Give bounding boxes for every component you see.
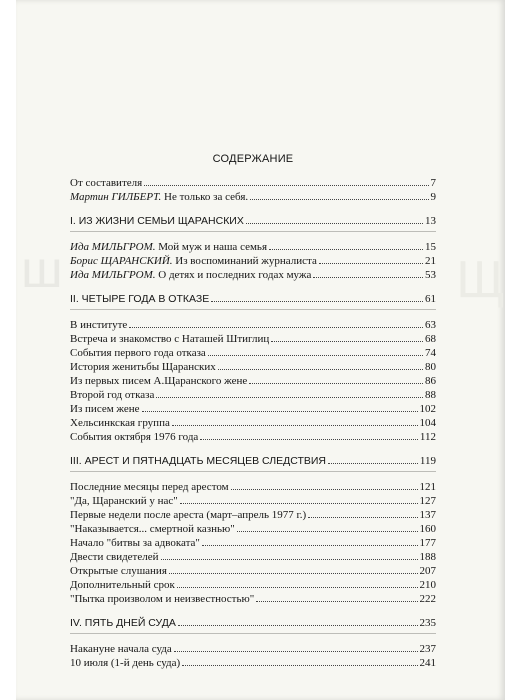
entry-title	[70, 402, 140, 416]
group-spacer	[70, 204, 436, 210]
leader-dots	[231, 488, 418, 490]
leader-dots	[313, 276, 423, 278]
toc-entry[interactable]	[70, 374, 436, 388]
toc-entry[interactable]	[70, 240, 436, 254]
entry-page-number: 86	[425, 375, 436, 387]
entry-title-text: Двести свидетелей	[70, 551, 159, 563]
toc-entry[interactable]	[70, 388, 436, 402]
leader-dots	[161, 558, 418, 560]
entry-title	[70, 176, 142, 190]
toc-entry[interactable]	[70, 480, 436, 494]
entry-title	[70, 550, 159, 564]
entry-page-number: 121	[419, 481, 436, 493]
entry-title	[70, 346, 206, 360]
entry-title-text: Хельсинкская группа	[70, 417, 170, 429]
leader-dots	[142, 410, 418, 412]
entry-page-number: 102	[419, 403, 436, 415]
entry-title	[70, 656, 180, 670]
entry-title	[70, 416, 170, 430]
entry-page-number: 68	[425, 333, 436, 345]
leader-dots	[174, 650, 418, 652]
leader-dots	[237, 530, 418, 532]
leader-dots	[269, 248, 423, 250]
toc-entry[interactable]	[70, 360, 436, 374]
leader-dots	[246, 222, 423, 224]
leader-dots	[144, 184, 428, 186]
entry-title-text: Открытые слушания	[70, 565, 167, 577]
entry-title	[70, 564, 167, 578]
leader-dots	[271, 340, 423, 342]
group-spacer	[70, 670, 436, 676]
section-page-number: 119	[419, 455, 436, 467]
leader-dots	[250, 198, 428, 200]
section-page-number: 235	[419, 617, 436, 629]
toc-entry[interactable]	[70, 416, 436, 430]
toc-entry[interactable]	[70, 508, 436, 522]
entry-title-text: "Наказывается... смертной казнью"	[70, 523, 235, 535]
entry-title	[70, 578, 175, 592]
entry-page-number: 53	[425, 269, 436, 281]
entry-title	[70, 494, 178, 508]
leader-dots	[182, 664, 417, 666]
toc-entry[interactable]	[70, 318, 436, 332]
leader-dots	[208, 354, 423, 356]
entry-title	[70, 642, 172, 656]
entry-title	[70, 240, 267, 254]
entry-title	[70, 480, 229, 494]
toc-body	[70, 176, 436, 676]
leader-dots	[256, 600, 417, 602]
entry-page-number: 127	[419, 495, 436, 507]
entry-title-text: Из воспоминаний журналиста	[172, 255, 317, 267]
entry-title	[70, 592, 254, 606]
entry-title-text: 10 июля (1-й день суда)	[70, 657, 181, 669]
entry-page-number: 21	[425, 255, 436, 267]
toc-section-row[interactable]	[70, 616, 436, 634]
toc-entry[interactable]	[70, 592, 436, 606]
leader-dots	[308, 516, 417, 518]
leader-dots	[200, 438, 418, 440]
toc-entry[interactable]	[70, 550, 436, 564]
entry-page-number: 104	[419, 417, 436, 429]
toc-section-row[interactable]	[70, 292, 436, 310]
entry-title	[70, 374, 247, 388]
entry-page-number: 88	[425, 389, 436, 401]
entry-page-number: 188	[419, 551, 436, 563]
leader-dots	[177, 586, 418, 588]
entry-title	[70, 360, 216, 374]
toc-entry[interactable]	[70, 564, 436, 578]
toc-entry[interactable]	[70, 402, 436, 416]
entry-author: Ида МИЛЬГРОМ.	[70, 241, 156, 253]
toc-entry[interactable]	[70, 656, 436, 670]
entry-title	[70, 332, 269, 346]
bleed-through-mark: ш	[21, 241, 63, 299]
entry-title	[70, 190, 248, 204]
entry-title	[70, 536, 200, 550]
group-spacer	[70, 606, 436, 612]
entry-title-text: В институте	[70, 319, 128, 331]
leader-dots	[180, 502, 418, 504]
entry-title-text: О детях и последних годах мужа	[155, 269, 312, 281]
entry-title-text: "Пытка произволом и неизвестностью"	[70, 593, 255, 605]
entry-title	[70, 318, 127, 332]
group-spacer	[70, 444, 436, 450]
entry-page-number: 137	[419, 509, 436, 521]
leader-dots	[156, 396, 423, 398]
entry-title	[70, 254, 317, 268]
toc-section-row[interactable]	[70, 454, 436, 472]
entry-page-number: 207	[419, 565, 436, 577]
entry-title	[70, 430, 198, 444]
entry-page-number: 112	[419, 431, 436, 443]
entry-title-text: Из первых писем А.Щаранского жене	[70, 375, 248, 387]
entry-title-text: Дополнительный срок	[70, 579, 175, 591]
toc-section-row[interactable]	[70, 214, 436, 232]
entry-page-number: 237	[419, 643, 436, 655]
section-page-number: 13	[425, 215, 436, 227]
toc-entry[interactable]	[70, 494, 436, 508]
entry-title-text: Не только за себя.	[161, 191, 249, 203]
section-page-number: 61	[425, 293, 436, 305]
leader-dots	[129, 326, 423, 328]
entry-title-text: События октября 1976 года	[70, 431, 199, 443]
entry-title	[70, 388, 154, 402]
entry-author: Борис ЩАРАНСКИЙ.	[70, 255, 173, 267]
entry-page-number: 222	[419, 593, 436, 605]
entry-title	[70, 522, 235, 536]
entry-title-text: Мой муж и наша семья	[155, 241, 268, 253]
toc-entry[interactable]	[70, 332, 436, 346]
toc-title: СОДЕРЖАНИЕ	[212, 153, 294, 165]
toc-entry[interactable]	[70, 176, 436, 190]
entry-title-text: Встреча и знакомство с Наташей Штиглиц	[70, 333, 270, 345]
entry-title-text: Последние месяцы перед арестом	[70, 481, 229, 493]
section-title: IV. ПЯТЬ ДНЕЙ СУДА	[70, 617, 176, 629]
entry-title-text: Из писем жене	[70, 403, 140, 415]
leader-dots	[169, 572, 418, 574]
section-title: I. ИЗ ЖИЗНИ СЕМЬИ ЩАРАНСКИХ	[70, 215, 244, 227]
entry-page-number: 241	[419, 657, 436, 669]
leader-dots	[328, 462, 418, 464]
bleed-through-mark-right: Щ	[456, 251, 505, 309]
section-title: II. ЧЕТЫРЕ ГОДА В ОТКАЗЕ	[70, 293, 210, 305]
entry-author: Ида МИЛЬГРОМ.	[70, 269, 156, 281]
entry-title-text: Второй год отказа	[70, 389, 155, 401]
leader-dots	[172, 424, 418, 426]
leader-dots	[319, 262, 423, 264]
entry-title	[70, 268, 311, 282]
entry-page-number: 63	[425, 319, 436, 331]
entry-title-text: История женитьбы Щаранских	[70, 361, 216, 373]
leader-dots	[218, 368, 423, 370]
toc-entry[interactable]	[70, 536, 436, 550]
leader-dots	[211, 300, 423, 302]
entry-title	[70, 508, 306, 522]
entry-title-text: От составителя	[70, 177, 143, 189]
leader-dots	[202, 544, 418, 546]
entry-page-number: 7	[430, 177, 436, 189]
entry-title-text: Начало "битвы за адвоката"	[70, 537, 200, 549]
toc-entry[interactable]	[70, 268, 436, 282]
table-of-contents	[70, 152, 436, 676]
entry-title-text: Накануне начала суда	[70, 643, 172, 655]
toc-entry[interactable]	[70, 190, 436, 204]
toc-entry[interactable]	[70, 430, 436, 444]
entry-page-number: 9	[430, 191, 436, 203]
section-title: III. АРЕСТ И ПЯТНАДЦАТЬ МЕСЯЦЕВ СЛЕДСТВИЯ	[70, 455, 327, 467]
entry-page-number: 74	[425, 347, 436, 359]
group-spacer	[70, 282, 436, 288]
toc-entry[interactable]	[70, 522, 436, 536]
toc-entry[interactable]	[70, 254, 436, 268]
leader-dots	[249, 382, 423, 384]
leader-dots	[178, 624, 418, 626]
toc-entry[interactable]	[70, 578, 436, 592]
entry-title-text: Первые недели после ареста (март–апрель 1977 г.)	[70, 509, 307, 521]
toc-entry[interactable]	[70, 642, 436, 656]
entry-page-number: 177	[419, 537, 436, 549]
entry-title-text: События первого года отказа	[70, 347, 206, 359]
entry-page-number: 160	[419, 523, 436, 535]
entry-title-text: "Да, Щаранский у нас"	[70, 495, 178, 507]
entry-author: Мартин ГИЛБЕРТ.	[70, 191, 162, 203]
entry-page-number: 80	[425, 361, 436, 373]
entry-page-number: 210	[419, 579, 436, 591]
entry-page-number: 15	[425, 241, 436, 253]
toc-entry[interactable]	[70, 346, 436, 360]
